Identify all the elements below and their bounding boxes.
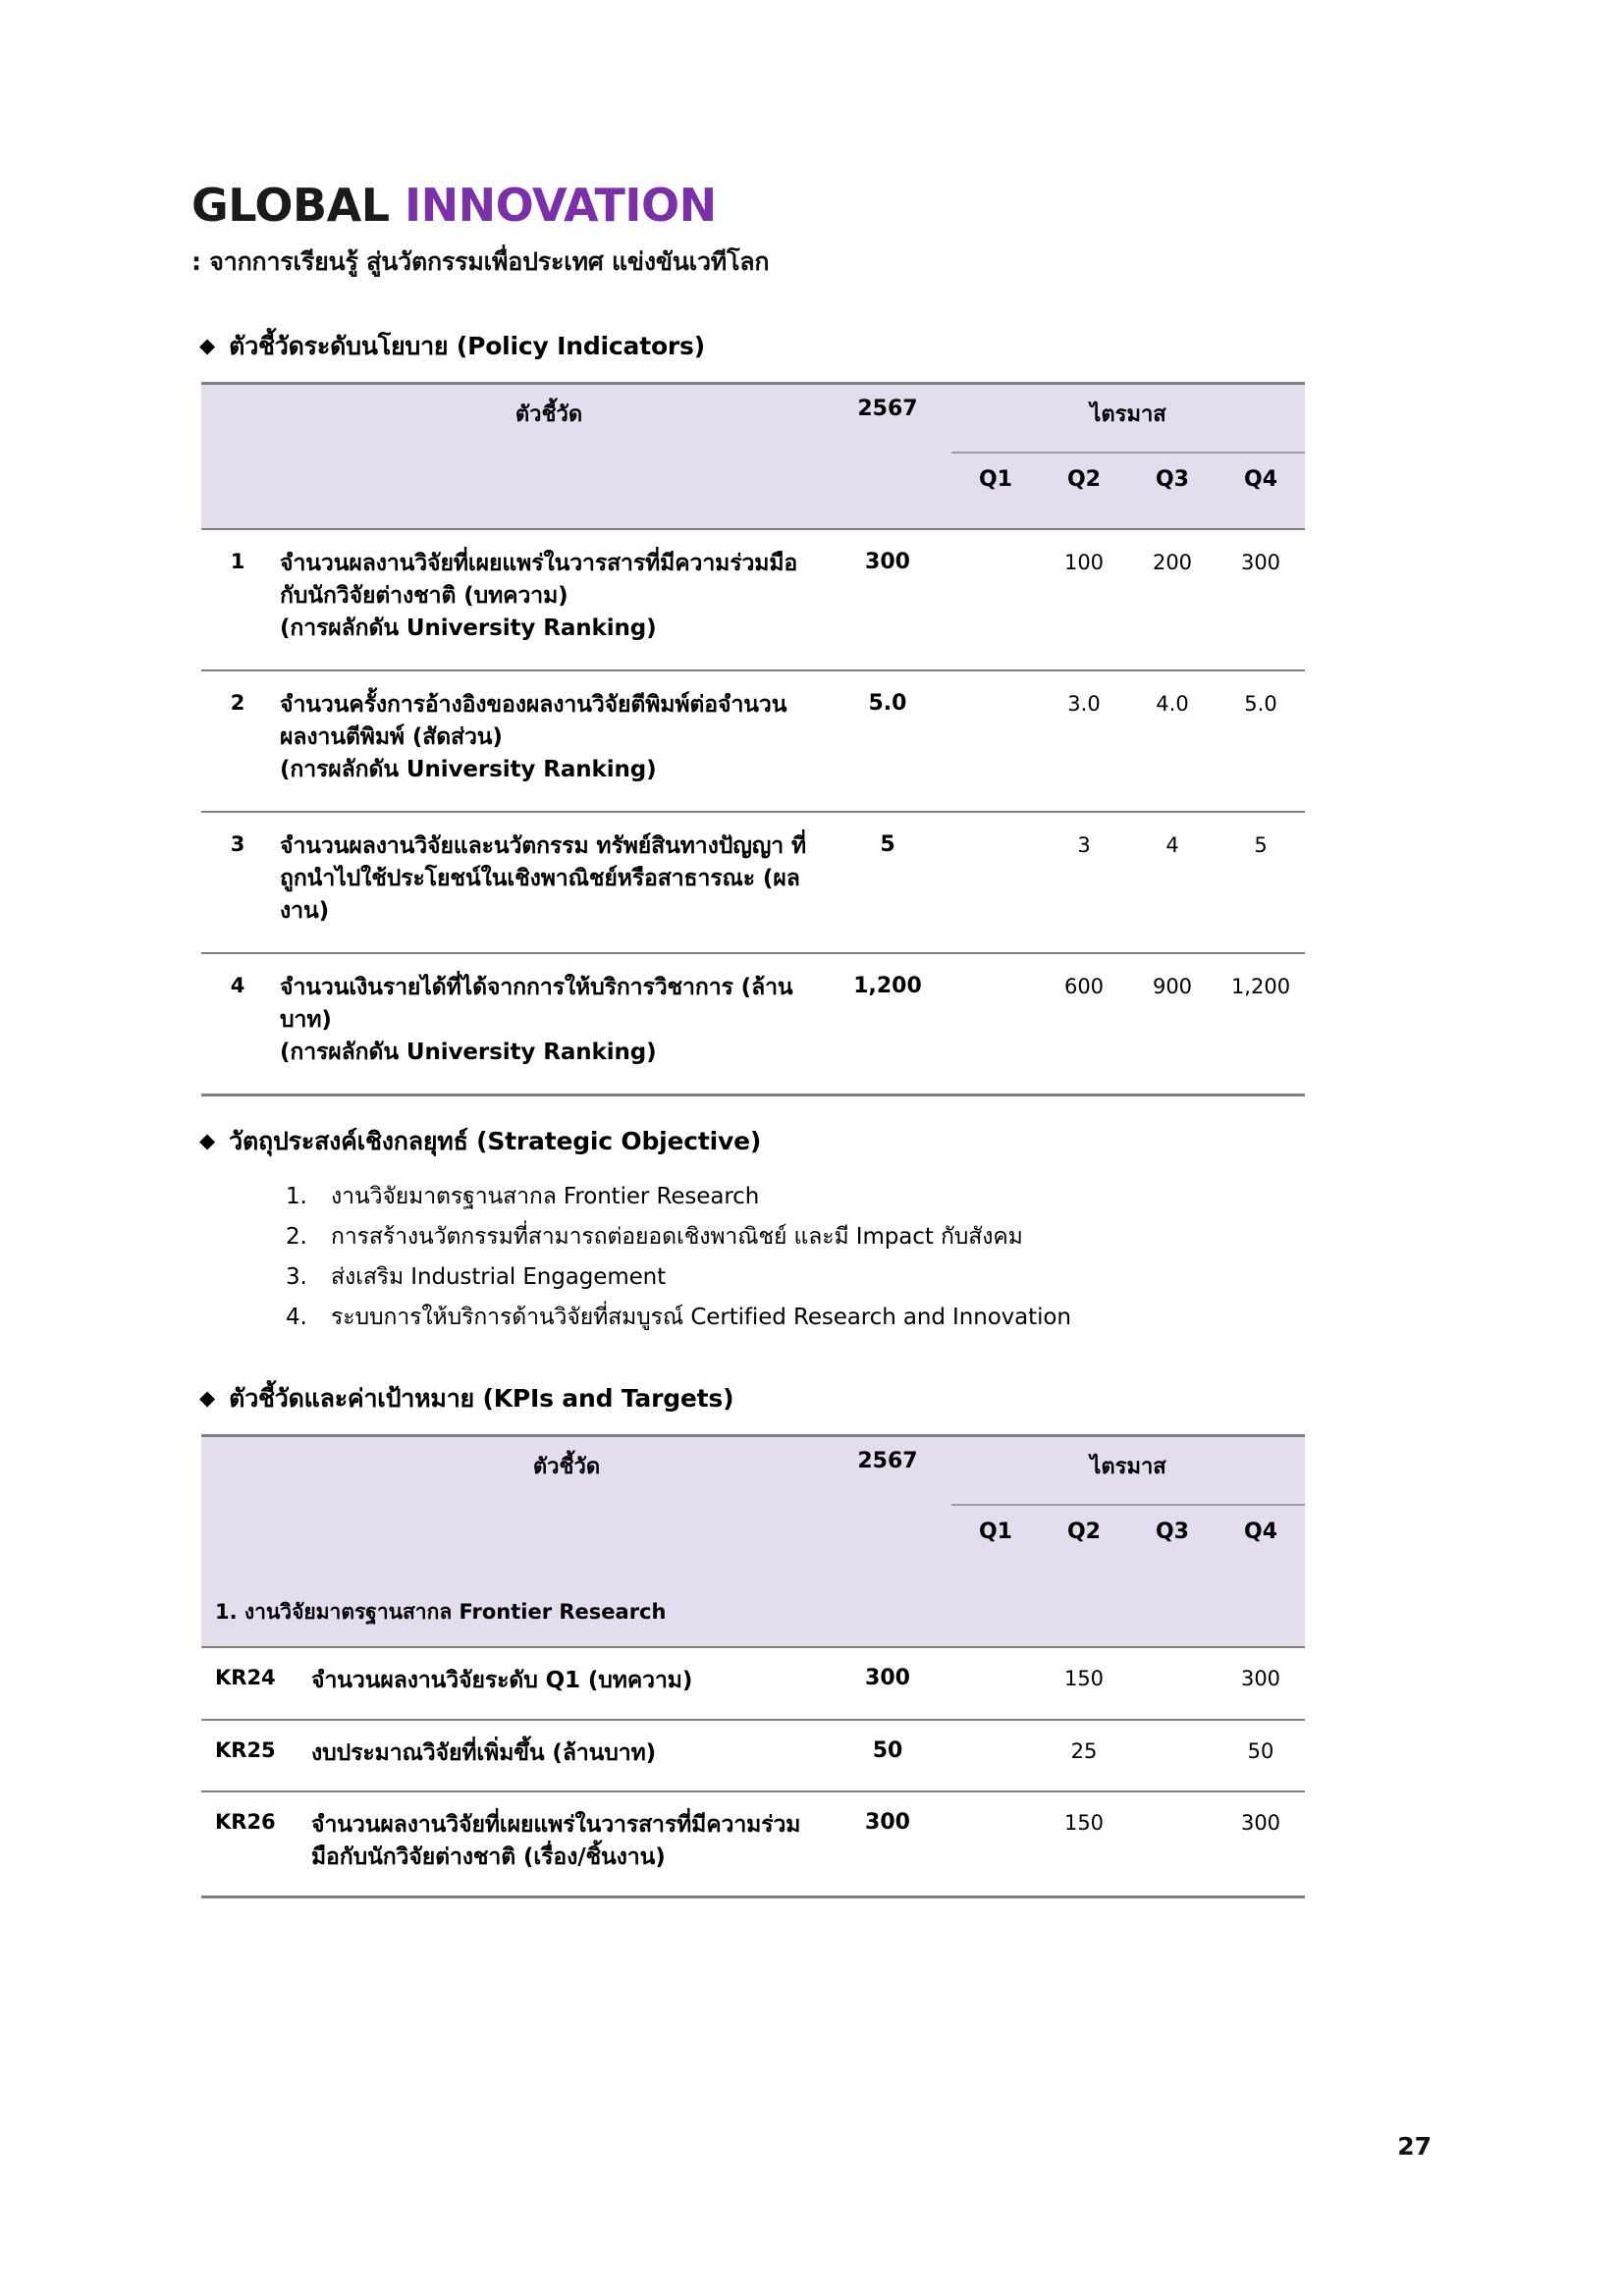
table-row bbox=[201, 529, 1305, 670]
table-header-row bbox=[201, 384, 1305, 454]
row-q3-value: 4.0 bbox=[1128, 670, 1217, 812]
list-item-number: 3. bbox=[286, 1264, 307, 1291]
page-title bbox=[191, 179, 1437, 232]
section-spacer bbox=[191, 1338, 1437, 1379]
header-q4-cell: Q4 bbox=[1217, 453, 1305, 529]
diamond-bullet-icon: ◆ bbox=[199, 334, 216, 358]
row-index: 4 bbox=[201, 953, 274, 1095]
table-row bbox=[201, 670, 1305, 812]
list-item-number: 1. bbox=[286, 1184, 307, 1210]
row-q1-value bbox=[951, 529, 1040, 670]
row-q3-value: 4 bbox=[1128, 812, 1217, 953]
table-row bbox=[201, 812, 1305, 953]
row-q4-value: 50 bbox=[1217, 1720, 1305, 1792]
row-kr-code: KR25 bbox=[201, 1720, 309, 1792]
header-q2-cell: Q2 bbox=[1040, 453, 1128, 529]
row-index: 1 bbox=[201, 529, 274, 670]
row-q2-value: 600 bbox=[1040, 953, 1128, 1095]
diamond-bullet-icon: ◆ bbox=[199, 1129, 216, 1153]
row-q2-value: 150 bbox=[1040, 1791, 1128, 1896]
header-year-cell: 2567 bbox=[824, 384, 951, 454]
strategic-objective-section bbox=[191, 1122, 1437, 1338]
row-indicator: งบประมาณวิจัยที่เพิ่มขึ้น (ล้านบาท) bbox=[309, 1720, 824, 1792]
row-q3-value: 200 bbox=[1128, 529, 1217, 670]
row-q4-value: 1,200 bbox=[1217, 953, 1305, 1095]
row-index: 2 bbox=[201, 670, 274, 812]
subheader-index-cell bbox=[201, 453, 274, 529]
row-year-value: 1,200 bbox=[824, 953, 951, 1095]
policy-indicators-heading-label: ตัวชี้วัดระดับนโยบาย (Policy Indicators) bbox=[229, 332, 705, 361]
row-q1-value bbox=[951, 953, 1040, 1095]
header-q2-cell: Q2 bbox=[1040, 1505, 1128, 1580]
kpis-targets-table bbox=[201, 1434, 1305, 1898]
row-q4-value: 5 bbox=[1217, 812, 1305, 953]
row-kr-code: KR24 bbox=[201, 1647, 309, 1720]
diamond-bullet-icon: ◆ bbox=[199, 1385, 216, 1410]
table-subheader-row bbox=[201, 453, 1305, 529]
row-year-value: 5.0 bbox=[824, 670, 951, 812]
list-item-number: 4. bbox=[286, 1304, 307, 1330]
table-bottom-rule bbox=[201, 1095, 1305, 1097]
row-q3-value bbox=[1128, 1647, 1217, 1720]
row-year-value: 50 bbox=[824, 1720, 951, 1792]
list-item bbox=[286, 1177, 1437, 1217]
row-year-value: 300 bbox=[824, 1791, 951, 1896]
table-row bbox=[201, 953, 1305, 1095]
table-bottom-rule-cell bbox=[201, 1095, 1305, 1097]
row-q3-value: 900 bbox=[1128, 953, 1217, 1095]
header-q3-cell: Q3 bbox=[1128, 453, 1217, 529]
header-quarter-group-cell: ไตรมาส bbox=[951, 384, 1305, 454]
row-q1-value bbox=[951, 1720, 1040, 1792]
table-bottom-rule bbox=[201, 1896, 1305, 1898]
header-indicator-cell: ตัวชี้วัด bbox=[274, 384, 824, 454]
list-item-label: การสร้างนวัตกรรมที่สามารถต่อยอดเชิงพาณิชย์ และมี Impact กับสังคม bbox=[331, 1224, 1023, 1251]
table-row bbox=[201, 1791, 1305, 1896]
header-q1-cell: Q1 bbox=[951, 1505, 1040, 1580]
list-item-label: ส่งเสริม Industrial Engagement bbox=[331, 1264, 667, 1291]
list-item bbox=[286, 1217, 1437, 1257]
table-group-row bbox=[201, 1580, 1305, 1647]
list-item bbox=[286, 1257, 1437, 1298]
row-year-value: 5 bbox=[824, 812, 951, 953]
row-q3-value bbox=[1128, 1791, 1217, 1896]
subheader-year-cell bbox=[824, 1505, 951, 1580]
list-item bbox=[286, 1298, 1437, 1338]
policy-indicators-heading bbox=[199, 327, 1437, 366]
row-q3-value bbox=[1128, 1720, 1217, 1792]
strategic-objective-heading-label: วัตถุประสงค์เชิงกลยุทธ์ (Strategic Objective) bbox=[229, 1127, 762, 1156]
page-title-primary: GLOBAL bbox=[191, 179, 390, 232]
header-indicator-cell: ตัวชี้วัด bbox=[309, 1435, 824, 1505]
row-indicator: จำนวนเงินรายได้ที่ได้จากการให้บริการวิชาการ (ล้านบาท) (การผลักดัน University Ranking) bbox=[274, 953, 824, 1095]
header-year-cell: 2567 bbox=[824, 1435, 951, 1505]
row-index: 3 bbox=[201, 812, 274, 953]
row-indicator: จำนวนผลงานวิจัยและนวัตกรรม ทรัพย์สินทางปัญญา ที่ถูกนำไปใช้ประโยชน์ในเชิงพาณิชย์หรือสาธารณะ (ผลงาน) bbox=[274, 812, 824, 953]
page-number: 27 bbox=[1397, 2132, 1432, 2161]
row-indicator: จำนวนผลงานวิจัยที่เผยแพร่ในวารสารที่มีความร่วมมือกับนักวิจัยต่างชาติ (เรื่อง/ชิ้นงาน) bbox=[309, 1791, 824, 1896]
row-q1-value bbox=[951, 1647, 1040, 1720]
row-year-value: 300 bbox=[824, 1647, 951, 1720]
kpis-targets-heading bbox=[199, 1379, 1437, 1418]
row-indicator: จำนวนผลงานวิจัยระดับ Q1 (บทความ) bbox=[309, 1647, 824, 1720]
row-q4-value: 300 bbox=[1217, 1647, 1305, 1720]
subheader-indicator-cell bbox=[274, 453, 824, 529]
page-title-accent: INNOVATION bbox=[405, 179, 717, 232]
row-q4-value: 300 bbox=[1217, 1791, 1305, 1896]
row-indicator: จำนวนผลงานวิจัยที่เผยแพร่ในวารสารที่มีความร่วมมือกับนักวิจัยต่างชาติ (บทความ) (การผลักดัน University Ranking) bbox=[274, 529, 824, 670]
subheader-code-cell bbox=[201, 1505, 309, 1580]
row-q2-value: 100 bbox=[1040, 529, 1128, 670]
header-code-cell bbox=[201, 1435, 309, 1505]
kpis-targets-heading-label: ตัวชี้วัดและค่าเป้าหมาย (KPIs and Targets) bbox=[229, 1383, 734, 1413]
strategic-objective-heading bbox=[199, 1122, 1437, 1161]
row-q2-value: 25 bbox=[1040, 1720, 1128, 1792]
row-q1-value bbox=[951, 670, 1040, 812]
header-quarter-group-cell: ไตรมาส bbox=[951, 1435, 1305, 1505]
list-item-label: งานวิจัยมาตรฐานสากล Frontier Research bbox=[331, 1184, 760, 1210]
list-item-number: 2. bbox=[286, 1224, 307, 1251]
subheader-indicator-cell bbox=[309, 1505, 824, 1580]
row-q2-value: 3.0 bbox=[1040, 670, 1128, 812]
list-item-label: ระบบการให้บริการด้านวิจัยที่สมบูรณ์ Certified Research and Innovation bbox=[331, 1304, 1071, 1330]
policy-indicators-table bbox=[201, 382, 1305, 1096]
table-group-label: 1. งานวิจัยมาตรฐานสากล Frontier Research bbox=[201, 1580, 1305, 1647]
subheader-year-cell bbox=[824, 453, 951, 529]
row-q1-value bbox=[951, 812, 1040, 953]
header-q4-cell: Q4 bbox=[1217, 1505, 1305, 1580]
row-q2-value: 150 bbox=[1040, 1647, 1128, 1720]
row-indicator: จำนวนครั้งการอ้างอิงของผลงานวิจัยตีพิมพ์ต่อจำนวนผลงานตีพิมพ์ (สัดส่วน) (การผลักดัน University Ranking) bbox=[274, 670, 824, 812]
table-row bbox=[201, 1647, 1305, 1720]
row-q4-value: 300 bbox=[1217, 529, 1305, 670]
table-bottom-rule-cell bbox=[201, 1896, 1305, 1898]
row-kr-code: KR26 bbox=[201, 1791, 309, 1896]
row-year-value: 300 bbox=[824, 529, 951, 670]
page-subtitle: : จากการเรียนรู้ สู่นวัตกรรมเพื่อประเทศ แข่งขันเวทีโลก bbox=[191, 247, 770, 277]
row-q2-value: 3 bbox=[1040, 812, 1128, 953]
table-subheader-row bbox=[201, 1505, 1305, 1580]
table-row bbox=[201, 1720, 1305, 1792]
header-q3-cell: Q3 bbox=[1128, 1505, 1217, 1580]
row-q1-value bbox=[951, 1791, 1040, 1896]
strategic-objective-list bbox=[191, 1177, 1437, 1338]
header-index-cell bbox=[201, 384, 274, 454]
table-header-row bbox=[201, 1435, 1305, 1505]
row-q4-value: 5.0 bbox=[1217, 670, 1305, 812]
header-q1-cell: Q1 bbox=[951, 453, 1040, 529]
